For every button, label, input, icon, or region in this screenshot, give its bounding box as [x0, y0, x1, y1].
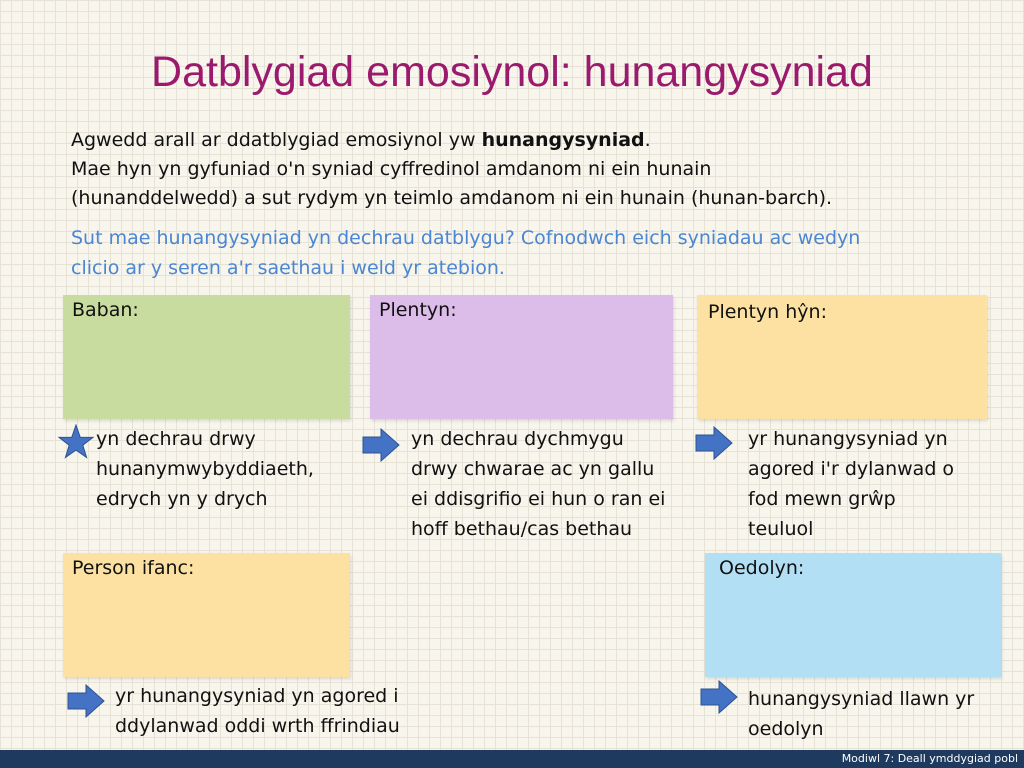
arrow-right-icon[interactable] [67, 684, 105, 718]
answer-line: yr hunangysyniad yn agored i [115, 685, 399, 707]
card-baban-label: Baban: [72, 299, 139, 321]
answer-line: ddylanwad oddi wrth ffrindiau [115, 715, 400, 737]
answer-line: agored i'r dylanwad o [748, 458, 955, 480]
question-line-1: Sut mae hunangysyniad yn dechrau datblygu? Cofnodwch eich syniadau ac wedyn [71, 227, 861, 249]
answer-line: yn dechrau dychmygu [411, 428, 624, 450]
footer-bar [0, 750, 1024, 768]
answer-plentyn [411, 424, 665, 544]
arrow-right-icon[interactable] [700, 680, 738, 714]
intro-line-2: Mae hyn yn gyfuniad o'n syniad cyffredinol amdanom ni ein hunain [71, 158, 712, 180]
answer-line: hunangysyniad llawn yr [748, 688, 975, 710]
card-plentyn[interactable] [370, 295, 673, 419]
card-person-ifanc[interactable] [63, 553, 350, 677]
answer-line: yn dechrau drwy [96, 428, 256, 450]
answer-line: fod mewn grŵp [748, 488, 896, 510]
card-person-ifanc-label: Person ifanc: [72, 557, 195, 579]
footer-text: Modiwl 7: Deall ymddygiad pobl [841, 752, 1018, 765]
answer-line: oedolyn [748, 718, 824, 740]
answer-person-ifanc [115, 681, 400, 741]
star-icon[interactable] [58, 424, 94, 460]
answer-line: hunanymwybyddiaeth, [96, 458, 314, 480]
intro-keyword: hunangysyniad [481, 129, 645, 151]
answer-line: hoff bethau/cas bethau [411, 518, 633, 540]
answer-line: drwy chwarae ac yn gallu [411, 458, 655, 480]
intro-line-1 [71, 126, 971, 155]
card-oedolyn[interactable] [705, 553, 1001, 677]
answer-line: teuluol [748, 518, 814, 540]
answer-line: ei ddisgrifio ei hun o ran ei [411, 488, 666, 510]
intro-line-1-suffix: . [644, 129, 651, 151]
answer-line: edrych yn y drych [96, 488, 268, 510]
intro-line-3: (hunanddelwedd) a sut rydym yn teimlo amdanom ni ein hunain (hunan-barch). [71, 187, 833, 209]
answer-oedolyn [748, 684, 974, 744]
arrow-right-icon[interactable] [695, 426, 733, 460]
question-text [71, 223, 971, 283]
answer-baban [96, 424, 314, 514]
card-plentyn-hyn[interactable] [697, 295, 987, 419]
arrow-right-icon[interactable] [362, 428, 400, 462]
intro-text [71, 126, 971, 213]
intro-line-1-prefix: Agwedd arall ar ddatblygiad emosiynol yw [71, 129, 482, 151]
card-plentyn-hyn-label: Plentyn hŷn: [708, 301, 827, 323]
card-oedolyn-label: Oedolyn: [719, 557, 805, 579]
card-baban[interactable] [63, 295, 350, 419]
answer-plentyn-hyn [748, 424, 954, 544]
answer-line: yr hunangysyniad yn [748, 428, 948, 450]
question-line-2: clicio ar y seren a'r saethau i weld yr atebion. [71, 257, 505, 279]
card-plentyn-label: Plentyn: [379, 299, 457, 321]
slide-title: Datblygiad emosiynol: hunangysyniad [151, 48, 873, 96]
